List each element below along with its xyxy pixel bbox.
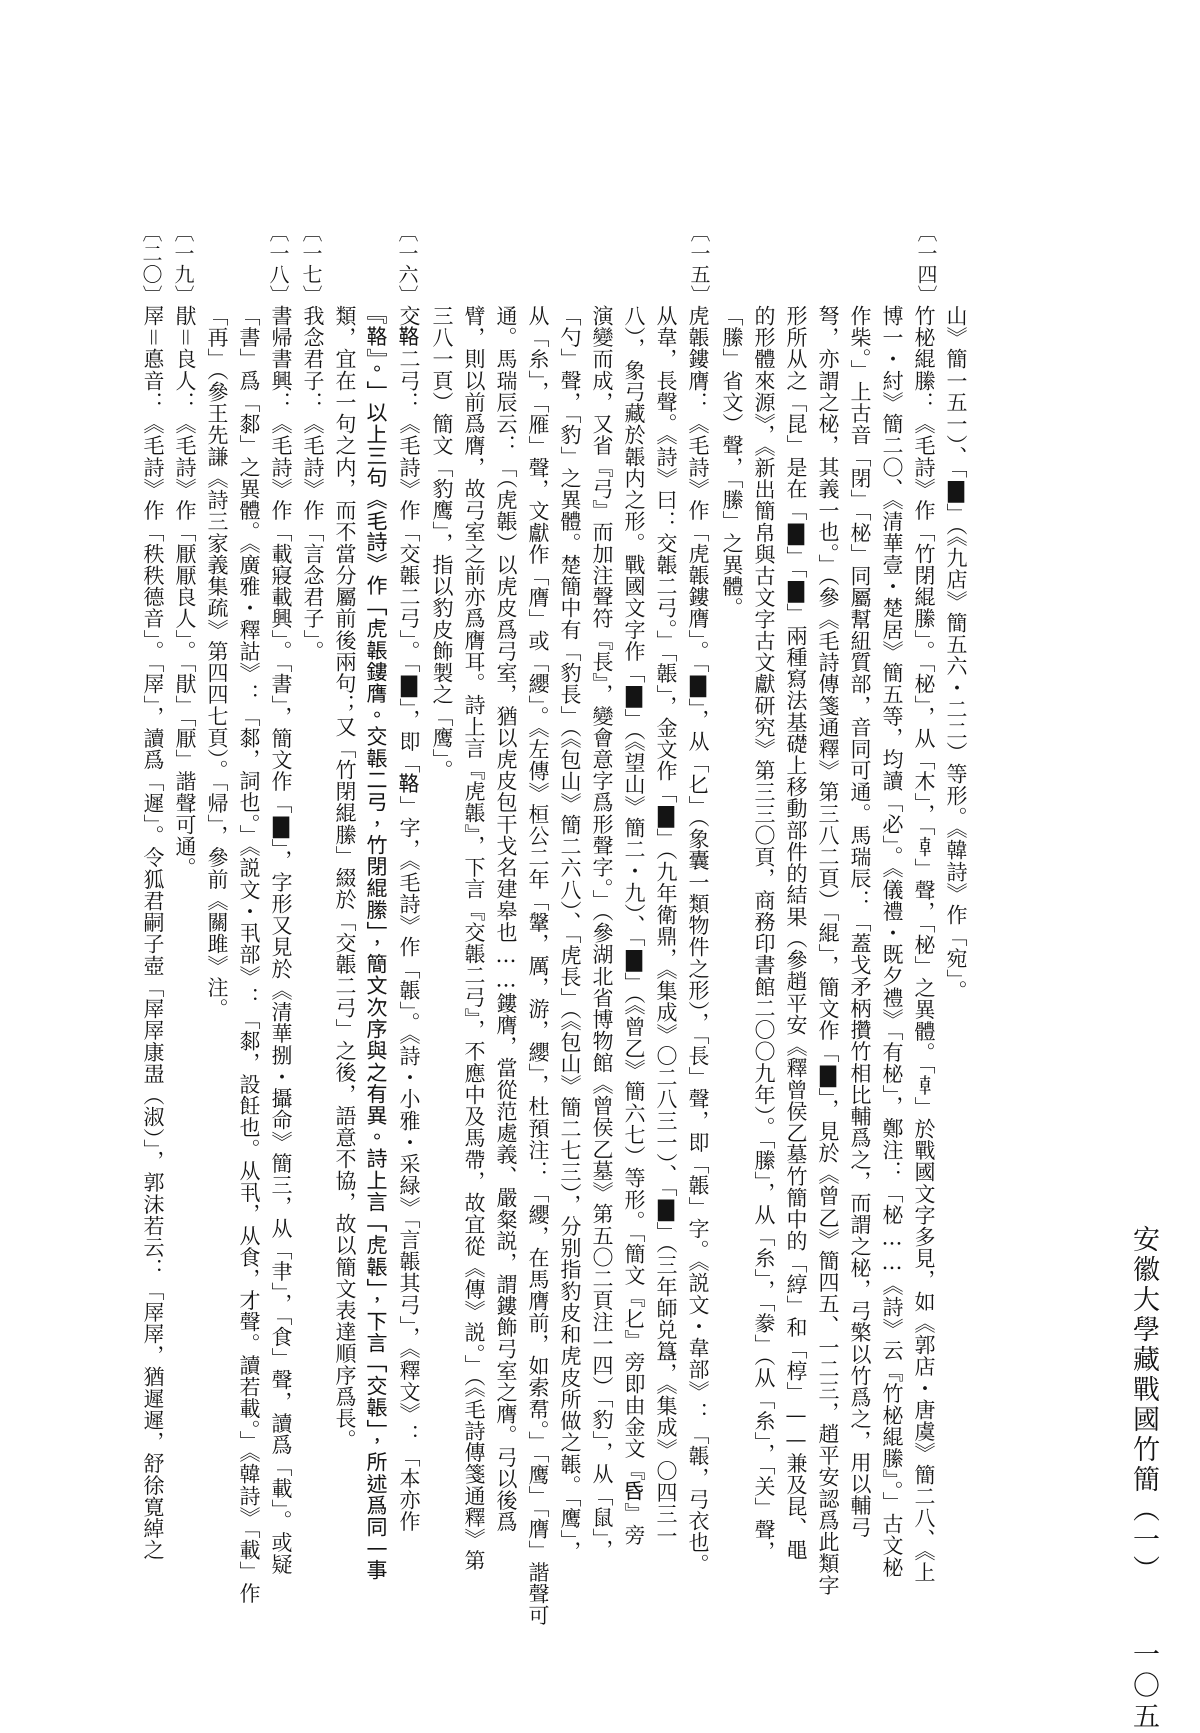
note-column-16: 臂，則以前爲膺，故弓室之前亦爲膺耳。詩上言『虎韔』，下言『交韔二弓』，不應中及馬帶，故宜從《傳》説。」（《毛詩傳箋通釋》第 xyxy=(462,305,486,1572)
note-column-12: 演變而成，又省『弓』而加注聲符『長』，變會意字爲形聲字。」（參湖北省博物館《曾侯乙墓》第五〇二頁注一四）「豹」，从「鼠」， xyxy=(590,305,614,1561)
note-column-23: 「書」爲「䣛」之異體。《廣雅・釋詁》：「䣛，詞也。」《説文・丮部》：「䣛，設飪也。从丮，从食，才聲。讀若載。」《韓詩》「載」作 xyxy=(237,305,261,1605)
note-column-18: 交𩊚二弓：《毛詩》作「交韔二弓」。「▇」，即「𩊚」字，《毛詩》作「韔」。《詩・小雅・采緑》「言韔其弓」，《釋文》：「本亦作 xyxy=(397,305,421,1533)
note-marker-15: 〔一五〕 xyxy=(687,222,711,306)
note-column-9: 虎韔鏤膺：《毛詩》作「虎韔鏤膺」。「▇」，从「𠤎」（象囊一類物件之形），「長」聲，即「韔」字。《説文・韋部》：「韔，弓衣也。 xyxy=(686,305,710,1575)
note-column-10: 从韋，長聲。《詩》曰：交韔二弓。」「韔」，金文作「▇」（九年衛鼎，《集成》〇二八三一）、「▇」（三年師兑簋，《集成》〇四三一 xyxy=(654,305,678,1547)
note-column-8: 「縢」省文）聲，「縢」之異體。 xyxy=(720,305,744,619)
note-column-24: 「再」（參王先謙《詩三家義集疏》第四四七頁）。「帰」，參前《關雎》注。 xyxy=(205,305,229,1020)
note-column-19: 『𩊚』。」以上三句《毛詩》作「虎韔鏤膺。交韔二弓，竹閉緄縢」，簡文次序與之有異。詩上言「虎韔」，下言「交韔」，所述爲同一事 xyxy=(365,305,389,1582)
note-marker-14: 〔一四〕 xyxy=(914,222,938,306)
note-marker-20: 〔二〇〕 xyxy=(139,222,163,306)
note-marker-19: 〔一九〕 xyxy=(171,222,195,306)
note-column-22: 書帰書興：《毛詩》作「載寢載興」。「書」，簡文作「▇」，字形又見於《清華捌・攝命》簡三，从「𦘒」，「食」聲，讀爲「載」。或疑 xyxy=(269,305,293,1575)
note-column-25: 猒＝良人：《毛詩》作「厭厭良人」。「猒」「厭」諧聲可通。 xyxy=(173,305,197,879)
note-column-5: 弩，亦謂之柲，其義一也。」（參《毛詩傳箋通釋》第三八二頁）「緄」，簡文作「▇」，見於《曾乙》簡四五、一二三，趙平安認爲此類字 xyxy=(816,305,840,1596)
note-column-20: 類，宜在一句之内，而不當分屬前後兩句；又「竹閉緄縢」綴於「交韔二弓」之後，語意不協，故以簡文表達順序爲長。 xyxy=(333,305,357,1451)
note-column-15: 通。馬瑞辰云：「（虎韔）以虎皮爲弓室，猶以虎皮包干戈名建皋也……鏤膺，當從范處義、嚴粲説，謂鏤飾弓室之膺。弓以後爲 xyxy=(494,305,518,1533)
note-column-21: 我念君子：《毛詩》作「言念君子」。 xyxy=(301,305,325,663)
note-column-3: 博一・紂》簡二〇、《清華壹・楚居》簡五等，均讀「必」。《儀禮・既夕禮》「有柲」，鄭注：「柲……《詩》云『竹柲緄縢』。」古文柲 xyxy=(880,305,904,1578)
note-column-26: 屖＝悳音：《毛詩》作「秩秩德音」。「屖」，讀爲「遲」。令狐君嗣子壺「屖屖康盄（淑）」，郭沫若云：「屖屖，猶遲遲，舒徐寛綽之 xyxy=(141,305,165,1561)
note-column-7: 的形體來源》，《新出簡帛與古文字古文獻研究》第三三〇頁，商務印書館二〇〇九年）。「縢」，从「糸」，「豢」（从「糸」，「关」聲， xyxy=(752,305,776,1563)
note-marker-16: 〔一六〕 xyxy=(395,222,419,306)
note-column-11: 八），象弓藏於韔内之形。戰國文字作「▇」（《望山》簡二・九）、「▇」（《曾乙》簡六七）等形。「簡文『𠤎』旁即由金文『𠯑』旁 xyxy=(622,305,646,1546)
note-column-4: 作柴。」上古音「閉」「柲」同屬幫紐質部，音同可通。馬瑞辰：「蓋戈矛柄攢竹相比輔爲之，而謂之柲，弓檠以竹爲之，用以輔弓 xyxy=(848,305,872,1538)
note-column-1: 山》簡一五一）、「▇」（《九店》簡五六・二二）等形。《韓詩》作「宛」。 xyxy=(944,305,968,1002)
note-column-14: 从「糸」，「雁」聲，文獻作「膺」或「纓」。《左傳》桓公二年「鞶，厲，游，纓」，杜預注：「纓，在馬膺前，如索帬。」「鹰」「膺」諧聲可 xyxy=(526,305,550,1627)
running-title: 安徽大學藏戰國竹簡（一） xyxy=(1128,1225,1159,1585)
note-marker-17: 〔一七〕 xyxy=(299,222,323,306)
note-marker-18: 〔一八〕 xyxy=(266,222,290,306)
note-column-2: 竹柲緄縢：《毛詩》作「竹閉緄縢」。「柲」，从「木」，「𠦝」聲，「柲」之異體。「𠦝」於戰國文字多見，如《郭店・唐虞》簡二八、《上 xyxy=(912,305,936,1584)
note-column-17: 三八一頁）簡文「豹鹰」，指以豹皮飾製之「鹰」。 xyxy=(430,305,454,782)
note-column-13: 「勺」聲，「豹」之異體。楚簡中有「豹長」（《包山》簡二六八）、「虎長」（《包山》簡二七三），分别指豹皮和虎皮所做之韔。「鹰」， xyxy=(558,305,582,1563)
note-column-6: 形所从之「昆」是在「▇」「▇」兩種寫法基礎上移動部件的結果（參趙平安《釋曾侯乙墓竹簡中的「綧」和「椁」——兼及昆、黽 xyxy=(784,305,808,1561)
page-number: 一〇五 xyxy=(1128,1640,1159,1733)
